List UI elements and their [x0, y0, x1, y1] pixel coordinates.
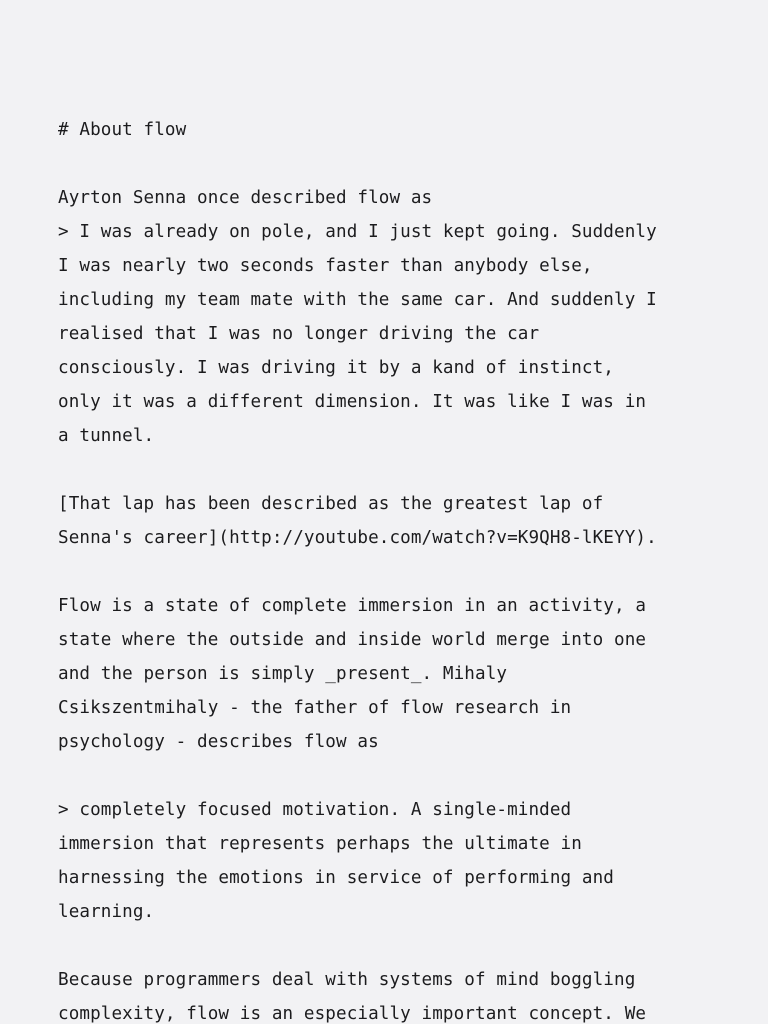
blockquote-line: including my team mate with the same car. And suddenly I	[58, 290, 657, 310]
link-line[interactable]: Senna's career](http://youtube.com/watch?v=K9QH8-lKEYY).	[58, 528, 657, 548]
link-line[interactable]: [That lap has been described as the greatest lap of	[58, 494, 604, 514]
blockquote-line: consciously. I was driving it by a kand of instinct,	[58, 358, 615, 378]
blockquote-line: > I was already on pole, and I just kept going. Suddenly	[58, 222, 657, 242]
blockquote-line: I was nearly two seconds faster than anybody else,	[58, 256, 593, 276]
blockquote-line: realised that I was no longer driving the car	[58, 324, 540, 344]
text-line: Because programmers deal with systems of mind boggling	[58, 970, 636, 990]
blank-line	[58, 555, 718, 589]
blockquote-line: > completely focused motivation. A single-minded	[58, 800, 572, 820]
text-line: complexity, flow is an especially important concept. We	[58, 1004, 647, 1024]
text-line: state where the outside and inside world merge into one	[58, 630, 647, 650]
blank-line	[58, 453, 718, 487]
text-line: Csikszentmihaly - the father of flow research in	[58, 698, 572, 718]
blockquote-line: only it was a different dimension. It was like I was in	[58, 392, 647, 412]
text-line: Ayrton Senna once described flow as	[58, 188, 433, 208]
blockquote-line: immersion that represents perhaps the ultimate in	[58, 834, 582, 854]
text-line: and the person is simply _present_. Mihaly	[58, 664, 508, 684]
blockquote-line: learning.	[58, 902, 155, 922]
blank-line	[58, 929, 718, 963]
text-line: psychology - describes flow as	[58, 732, 379, 752]
text-editor[interactable]	[58, 113, 718, 1024]
blank-line	[58, 759, 718, 793]
blank-line	[58, 147, 718, 181]
text-line: Flow is a state of complete immersion in an activity, a	[58, 596, 647, 616]
blockquote-line: harnessing the emotions in service of performing and	[58, 868, 615, 888]
blockquote-line: a tunnel.	[58, 426, 155, 446]
heading-line: # About flow	[58, 120, 187, 140]
